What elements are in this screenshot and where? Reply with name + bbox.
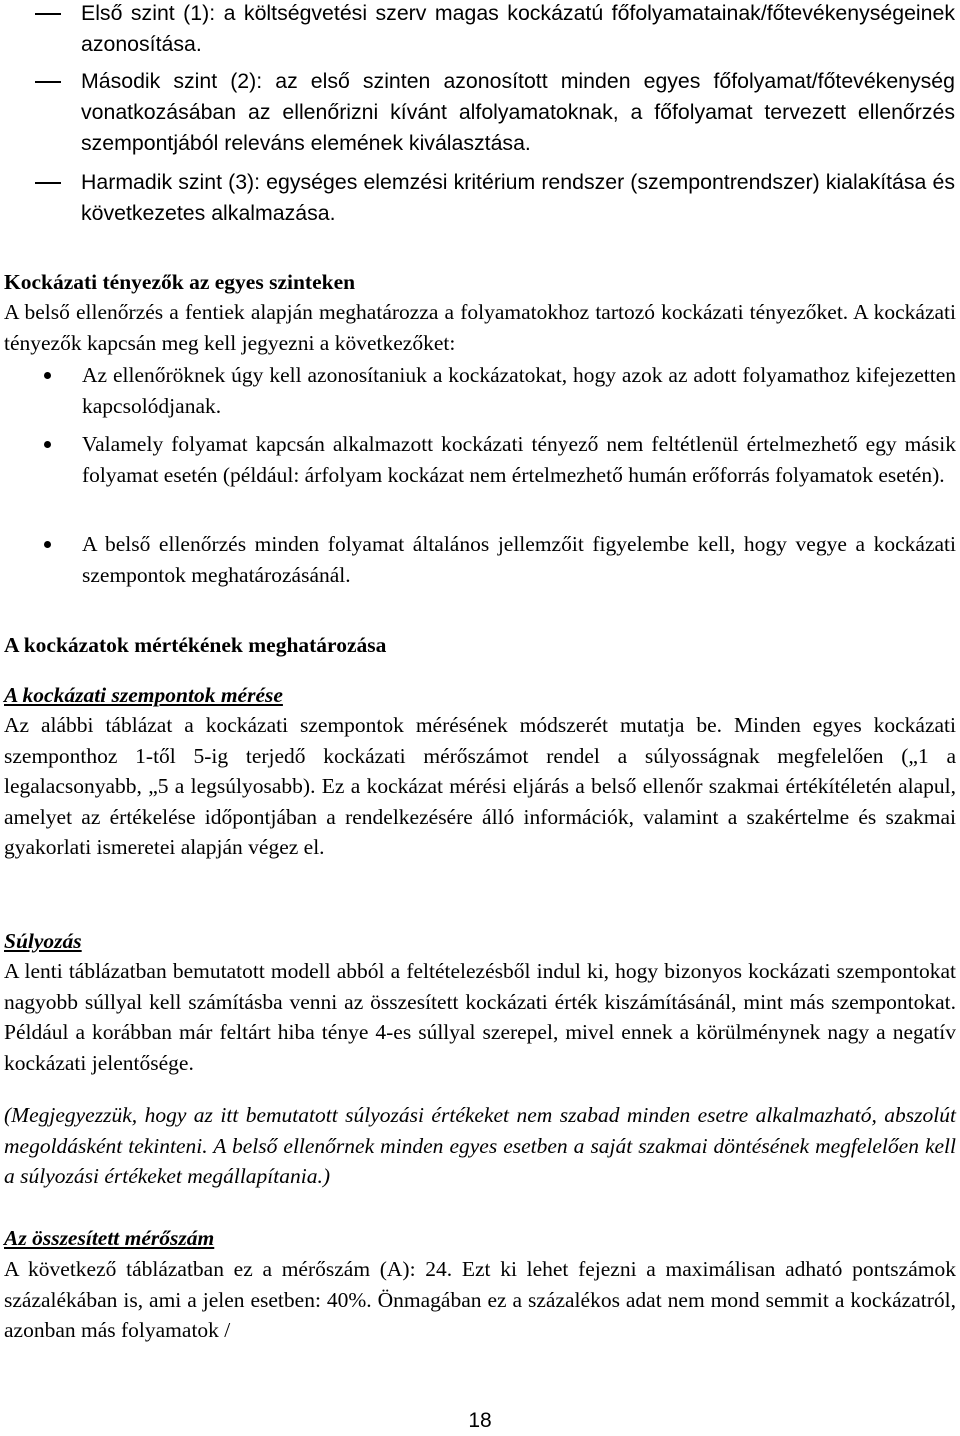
subsection-title: Az összesített mérőszám: [4, 1226, 215, 1250]
bullet-item: [44, 529, 956, 590]
subsection-note: (Megjegyezzük, hogy az itt bemutatott súlyozási értékeket nem szabad minden esetre alkalmazható, abszolút megoldásként tekinteni. A belső ellenőrnek minden egyes esetben a saját szakmai döntésének megfelelően kell a súlyozási értékeket megállapítania.): [4, 1103, 956, 1188]
bullet-dot: [44, 441, 51, 448]
subsection-title: Súlyozás: [4, 929, 82, 953]
dash-item-text: Első szint (1): a költségvetési szerv magas kockázatú főfolyamatainak/főtevékenységeinek azonosítása.: [81, 1, 955, 56]
dash-list-item: [35, 167, 955, 229]
section-heading: A kockázatok mértékének meghatározása: [4, 633, 387, 657]
dash-list-item: [35, 66, 955, 159]
bullet-dot: [44, 372, 51, 379]
bullet-item: [44, 360, 956, 421]
subsection-text: Az alábbi táblázat a kockázati szempontok mérésének módszerét mutatja be. Minden egyes kockázati szemponthoz 1-től 5-ig terjedő kockázati mérőszámot rendel a súlyosságnak megfelelően („1 a legalacsonyabb, „5 a legsúlyosabb). Ez a kockázat mérési eljárás a belső ellenőr szakmai értékítéletén alapul, amelyet az értékelése időpontjában a rendelkezésére álló információk, valamint a szakértelme és szakmai gyakorlati ismeretei alapján végez el.: [4, 713, 956, 859]
bullet-item: [44, 429, 956, 490]
dash-item-text: Második szint (2): az első szinten azonosított minden egyes főfolyamat/főtevékenység vonatkozásában az ellenőrizni kívánt alfolyamatoknak, a főfolyamat tervezett ellenőrzés szempontjából releváns elemének kiválasztása.: [81, 69, 955, 155]
subsection-text: A lenti táblázatban bemutatott modell abból a feltételezésből indul ki, hogy bizonyos kockázati szempontokat nagyobb súllyal kell számításba venni az összesített kockázati érték kiszámításánál, mint más szempontokat. Például a korábban már feltárt hiba ténye 4-es súllyal szerepel, mivel ennek a körülménynek nagy a negatív kockázati jelentősége.: [4, 959, 956, 1075]
subsection-text: A következő táblázatban ez a mérőszám (A): 24. Ezt ki lehet fejezni a maximálisan adható pontszámok százalékában is, ami a jelen esetben: 40%. Önmagában ez a százalékos adat nem mond semmit a kockázatról, azonban más folyamatok /: [4, 1257, 956, 1342]
bullet-text: Az ellenőröknek úgy kell azonosítaniuk a kockázatokat, hogy azok az adott folyamathoz kifejezetten kapcsolódjanak.: [82, 363, 956, 418]
subsection-title: A kockázati szempontok mérése: [4, 683, 283, 707]
dash-list-item: [35, 0, 955, 60]
bullet-text: Valamely folyamat kapcsán alkalmazott kockázati tényező nem feltétlenül értelmezhető egy másik folyamat esetén (például: árfolyam kockázat nem értelmezhető humán erőforrás folyamatok esetén).: [82, 432, 956, 487]
bullet-text: A belső ellenőrzés minden folyamat általános jellemzőit figyelembe kell, hogy vegye a kockázati szempontok meghatározásánál.: [82, 532, 956, 587]
section-heading: Kockázati tényezők az egyes szinteken: [4, 270, 356, 294]
section-intro: A belső ellenőrzés a fentiek alapján meghatározza a folyamatokhoz tartozó kockázati tényezőket. A kockázati tényezők kapcsán meg kell jegyezni a következőket:: [4, 300, 956, 355]
page-number: 18: [468, 1409, 492, 1432]
bullet-dot: [44, 541, 51, 548]
dash-item-text: Harmadik szint (3): egységes elemzési kritérium rendszer (szempontrendszer) kialakítása és következetes alkalmazása.: [81, 170, 955, 225]
